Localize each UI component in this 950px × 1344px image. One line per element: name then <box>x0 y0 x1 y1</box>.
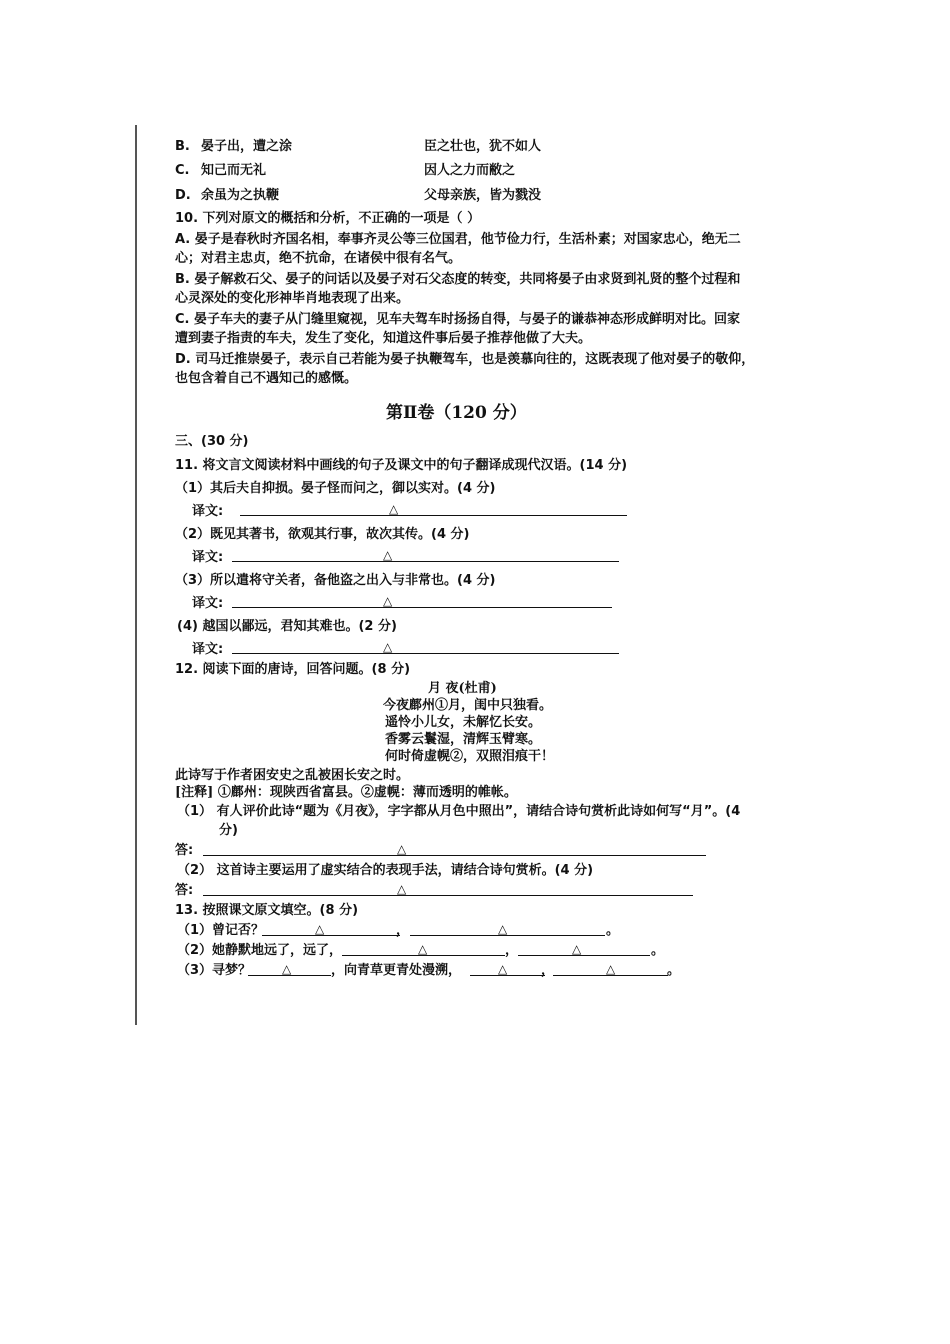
q12-sub1-line2: 分) <box>219 823 238 838</box>
q12-sub1-line1: （1） 有人评价此诗“题为《月夜》，字字都从月色中照出”，请结合诗句赏析此诗如何写“月”。(4 <box>177 804 741 819</box>
q13-item: （1）曾记否？ <box>177 923 265 938</box>
answer-label: 答: <box>175 883 194 898</box>
q10-line: C. 晏子车夫的妻子从门缝里窥视，见车夫驾车时扬扬自得，与晏子的谦恭神态形成鲜明对比。回家 <box>175 312 741 327</box>
q10-line: D. 司马迁推崇晏子，表示自己若能为晏子执鞭驾车，也是羡慕向往的，这既表现了他对晏子的敬仰， <box>175 352 755 367</box>
period: 。 <box>667 963 681 978</box>
q10-line: B. 晏子解救石父、晏子的问话以及晏子对石父态度的转变，共同将晏子由求贤到礼贤的整个过程和 <box>175 272 741 287</box>
period: 。 <box>606 923 620 938</box>
translation-label: 译文: <box>192 642 224 657</box>
q12-sub2: （2） 这首诗主要运用了虚实结合的表现手法，请结合诗句赏析。(4 分) <box>177 863 594 878</box>
triangle-mark: △ <box>397 882 407 896</box>
comma: ， <box>541 963 555 978</box>
section-3-heading: 三、(30 分) <box>175 434 249 449</box>
answer-label: 答: <box>175 843 194 858</box>
q11-item: （3）所以遣将守关者，备他盗之出入与非常也。(4 分) <box>175 573 496 588</box>
poem-line: 遥怜小儿女，未解忆长安。 <box>385 715 542 730</box>
answer-line[interactable] <box>203 895 693 896</box>
comma: ， <box>505 943 519 958</box>
q10-line: 也包含着自己不遇知己的感慨。 <box>175 371 358 386</box>
poem-background: 此诗写于作者困安史之乱被困长安之时。 <box>175 768 410 783</box>
q11-item: (4) 越国以鄙远，君知其难也。(2 分) <box>177 619 397 634</box>
q10-line: 遭到妻子指责的车夫，发生了变化，知道这件事后晏子推荐他做了大夫。 <box>175 331 592 346</box>
question-12-stem: 12. 阅读下面的唐诗，回答问题。(8 分) <box>175 662 411 677</box>
triangle-mark: △ <box>498 962 508 976</box>
q10-line: 心；对君主忠贞，绝不抗命，在诸侯中很有名气。 <box>175 251 462 266</box>
q13-item: （2）她静默地远了，远了， <box>177 943 343 958</box>
q10-line: 心灵深处的变化形神毕肖地表现了出来。 <box>175 291 410 306</box>
triangle-mark: △ <box>397 842 407 856</box>
question-11-stem: 11. 将文言文阅读材料中画线的句子及课文中的句子翻译成现代汉语。(14 分) <box>175 458 628 473</box>
poem-note: [注释] ①鄜州：现陕西省富县。②虚幌：薄而透明的帷帐。 <box>175 785 517 800</box>
margin-line <box>135 125 137 1025</box>
question-13-stem: 13. 按照课文原文填空。(8 分) <box>175 903 359 918</box>
q11-item: （2）既见其著书，欲观其行事，故次其传。(4 分) <box>175 527 470 542</box>
option-left-text: 知己而无礼 <box>201 163 267 178</box>
fill-blank[interactable] <box>518 955 650 956</box>
triangle-mark: △ <box>498 922 508 936</box>
fill-blank[interactable] <box>262 935 400 936</box>
triangle-mark: △ <box>383 594 393 608</box>
triangle-mark: △ <box>418 942 428 956</box>
triangle-mark: △ <box>389 502 399 516</box>
option-letter: C. <box>175 163 190 178</box>
option-left-text: 晏子出，遭之涂 <box>201 139 293 154</box>
translation-answer-line[interactable] <box>232 653 619 654</box>
triangle-mark: △ <box>572 942 582 956</box>
poem-line: 今夜鄜州①月，闺中只独看。 <box>383 698 553 713</box>
translation-label: 译文: <box>192 550 224 565</box>
poem-title: 月 夜(杜甫) <box>428 681 497 696</box>
translation-label: 译文: <box>192 596 224 611</box>
poem-line: 香雾云鬟湿，清辉玉臂寒。 <box>385 732 542 747</box>
comma: ， <box>396 923 410 938</box>
q13-item: （3）寻梦？ <box>177 963 252 978</box>
fill-blank[interactable] <box>410 935 605 936</box>
option-right-text: 因人之力而敝之 <box>424 163 516 178</box>
translation-answer-line[interactable] <box>232 561 619 562</box>
triangle-mark: △ <box>383 640 393 654</box>
option-letter: B. <box>175 139 190 154</box>
period: 。 <box>651 943 665 958</box>
answer-line[interactable] <box>203 855 706 856</box>
triangle-mark: △ <box>383 548 393 562</box>
option-letter: D. <box>175 188 191 203</box>
fill-blank[interactable] <box>470 975 545 976</box>
translation-answer-line[interactable] <box>240 515 627 516</box>
poem-line: 何时倚虚幌②，双照泪痕干！ <box>385 749 555 764</box>
triangle-mark: △ <box>606 962 616 976</box>
q10-line: A. 晏子是春秋时齐国名相，奉事齐灵公等三位国君，他节俭力行，生活朴素；对国家忠心，绝无二 <box>175 232 741 247</box>
triangle-mark: △ <box>315 922 325 936</box>
option-right-text: 父母亲族，皆为戮没 <box>424 188 542 203</box>
q13-item3-middle: ，向青草更青处漫溯， <box>331 963 462 978</box>
q11-item: （1）其后夫自抑损。晏子怪而问之，御以实对。(4 分) <box>175 481 496 496</box>
option-left-text: 余虽为之执鞭 <box>201 188 280 203</box>
translation-label: 译文: <box>192 504 224 519</box>
option-right-text: 臣之壮也，犹不如人 <box>424 139 542 154</box>
part-2-title: 第Ⅱ卷（120 分） <box>386 403 527 423</box>
translation-answer-line[interactable] <box>232 607 612 608</box>
triangle-mark: △ <box>282 962 292 976</box>
question-10-stem: 10. 下列对原文的概括和分析，不正确的一项是（ ） <box>175 211 481 226</box>
